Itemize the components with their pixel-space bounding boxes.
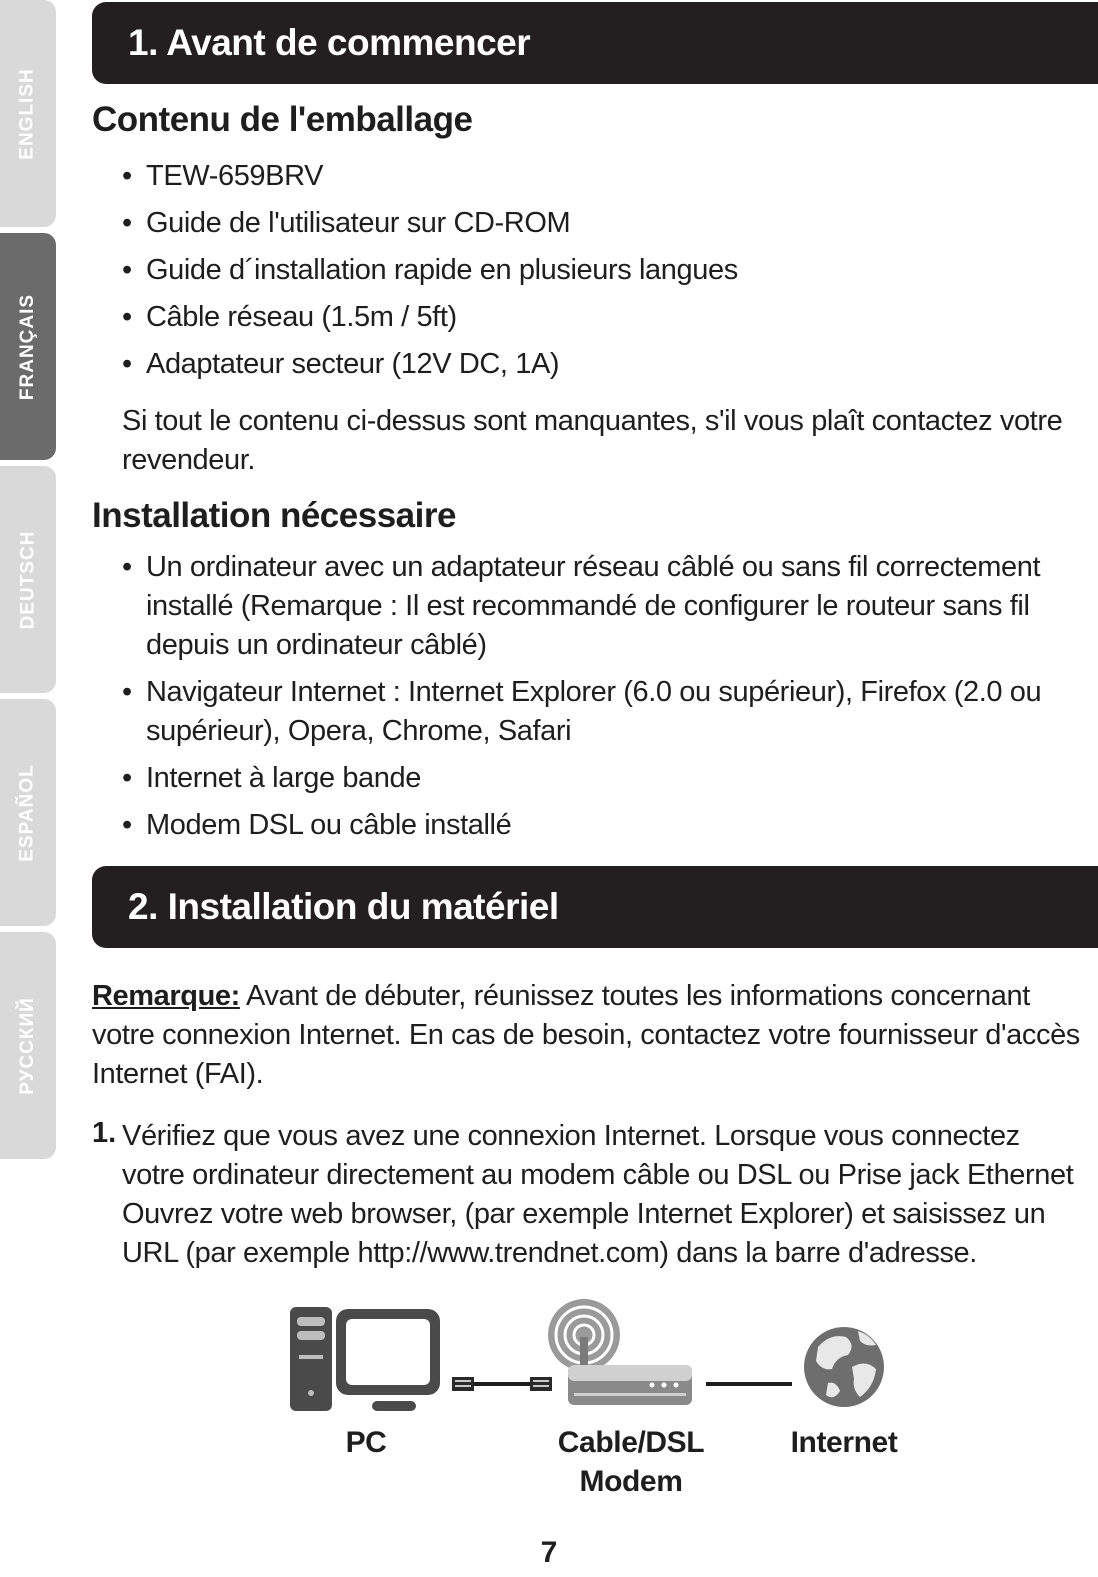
pc-icon (290, 1307, 440, 1411)
lang-tab-deutsch[interactable] (0, 466, 56, 693)
page-number: 7 (540, 1536, 558, 1569)
section-2-header (92, 866, 1098, 948)
requirements-list (122, 548, 1062, 845)
modem-caption-line: Modem (579, 1465, 683, 1498)
note-label: Remarque: (92, 980, 240, 1012)
step-1-number: 1. (92, 1117, 117, 1149)
note-text: Avant de débuter, réunissez toutes les informations concernant votre connexion Internet. En cas de besoin, contactez votre fournisseur d'accès Internet (FAI). (92, 980, 1080, 1090)
lang-tab-label: DEUTSCH (17, 530, 38, 629)
lang-tab-francais[interactable] (0, 233, 56, 460)
step-1-text: Vérifiez que vous avez une connexion Internet. Lorsque vous connectez votre ordinateur directement au modem câble ou DSL ou Prise jack Ethernet Ouvrez votre web browser, (par exemple Internet Explorer) et saisissez un URL (par exemple http://www.trendnet.com) dans la barre d'adresse. (122, 1120, 1074, 1269)
lang-tab-label: РУССКИЙ (17, 996, 38, 1095)
modem-caption-line: Cable/DSL (557, 1426, 705, 1459)
requirements-heading: Installation nécessaire (92, 496, 456, 535)
section-1-title: 1. Avant de commencer (128, 22, 531, 63)
lang-tab-label: ENGLISH (17, 67, 39, 160)
modem-caption (531, 1423, 731, 1501)
lang-tab-label: FRANÇAIS (17, 293, 39, 400)
connection-diagram (0, 1297, 1098, 1437)
list-item: • Un ordinateur avec un adaptateur réseau câblé ou sans fil correctement installé (Remarque : Il est recommandé de configurer le routeur sans fil depuis un ordinateur câblé) (122, 548, 1062, 665)
list-item: • Internet à large bande (122, 759, 1062, 798)
list-item: • Navigateur Internet : Internet Explorer (6.0 ou supérieur), Firefox (2.0 ou supérieur), Opera, Chrome, Safari (122, 673, 1062, 751)
list-item: • Modem DSL ou câble installé (122, 806, 1062, 845)
list-item: • Guide d´installation rapide en plusieurs langues (122, 251, 738, 290)
list-item: • Guide de l'utilisateur sur CD-ROM (122, 204, 738, 243)
pc-caption: PC (345, 1426, 387, 1459)
internet-caption: Internet (790, 1426, 898, 1459)
lang-tab-espanol[interactable] (0, 699, 56, 926)
lang-tab-english[interactable] (0, 0, 56, 227)
hardware-note (92, 977, 1084, 1094)
list-item: • Câble réseau (1.5m / 5ft) (122, 298, 738, 337)
ethernet-cable-icon (452, 1377, 552, 1391)
list-item: • TEW-659BRV (122, 157, 738, 196)
list-item: • Adaptateur secteur (12V DC, 1A) (122, 345, 738, 384)
lang-tab-label: ESPAÑOL (17, 763, 38, 862)
package-contents-list (122, 157, 738, 384)
modem-icon (548, 1299, 692, 1405)
section-1-header (92, 2, 1098, 84)
package-missing-note: Si tout le contenu ci-dessus sont manquantes, s'il vous plaît contactez votre revendeur. (122, 405, 1063, 476)
lang-tab-russian[interactable] (0, 932, 56, 1159)
globe-icon (804, 1327, 884, 1407)
package-contents-heading: Contenu de l'emballage (92, 100, 473, 139)
section-2-title: 2. Installation du matériel (128, 886, 559, 927)
